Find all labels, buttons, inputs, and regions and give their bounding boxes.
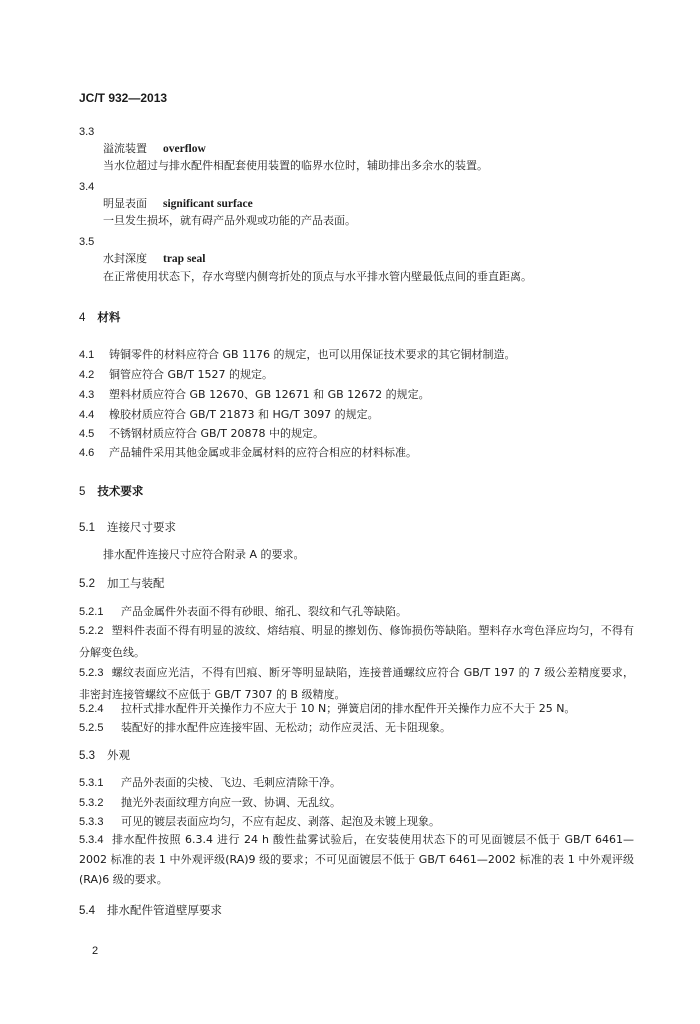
definition-text: 当水位超过与排水配件相配套使用装置的临界水位时，辅助排出多余水的装置。 bbox=[103, 159, 488, 172]
item-number: 5.2.3 bbox=[79, 667, 104, 679]
item-text: 拉杆式排水配件开关操作力不应大于 10 N；弹簧启闭的排水配件开关操作力应不大于 25 N。 bbox=[121, 702, 576, 715]
definition-term bbox=[103, 142, 206, 156]
list-item bbox=[79, 368, 273, 382]
section-heading bbox=[79, 310, 120, 325]
item-number: 5.2.2 bbox=[79, 625, 104, 637]
definition-text: 在正常使用状态下，存水弯壁内侧弯折处的顶点与水平排水管内壁最低点间的垂直距离。 bbox=[103, 270, 532, 283]
item-text: 排水配件按照 6.3.4 进行 24 h 酸性盐雾试验后，在安装使用状态下的可见面镀层不低于 GB/T 6461—2002 标准的表 1 中外观评级(RA)9 级的要求；不可见面镀层不低于 GB/T 6461—2002 标准的表 1 中外观评级(RA)6 级的要求。 bbox=[79, 833, 634, 886]
item-text: 产品外表面的尖棱、飞边、毛刺应清除干净。 bbox=[121, 776, 341, 789]
list-item bbox=[79, 776, 341, 790]
item-number: 4.5 bbox=[79, 428, 95, 440]
item-text: 橡胶材质应符合 GB/T 21873 和 HG/T 3097 的规定。 bbox=[109, 408, 379, 421]
item-text: 产品辅件采用其他金属或非金属材料的应符合相应的材料标准。 bbox=[109, 446, 417, 459]
definition-number: 3.4 bbox=[79, 181, 95, 193]
list-item bbox=[79, 702, 575, 716]
definition-term bbox=[103, 252, 205, 266]
term-cn: 溢流装置 bbox=[103, 142, 147, 155]
list-item bbox=[79, 408, 379, 422]
item-number: 4.1 bbox=[79, 349, 95, 361]
item-number: 4.2 bbox=[79, 369, 95, 381]
term-cn: 水封深度 bbox=[103, 252, 147, 265]
subsection-title: 连接尺寸要求 bbox=[107, 520, 176, 534]
subsection-number: 5.3 bbox=[79, 750, 95, 762]
section-title: 技术要求 bbox=[97, 484, 144, 498]
term-en: trap seal bbox=[163, 253, 206, 265]
page-number: 2 bbox=[92, 945, 99, 957]
subsection-title: 排水配件管道壁厚要求 bbox=[107, 903, 222, 917]
paragraph-item bbox=[79, 620, 634, 663]
subsection-title: 加工与装配 bbox=[107, 576, 165, 590]
subsection-heading bbox=[79, 903, 222, 918]
paragraph-item bbox=[79, 662, 634, 705]
definition-number: 3.3 bbox=[79, 126, 95, 138]
item-text: 塑料材质应符合 GB 12670、GB 12671 和 GB 12672 的规定。 bbox=[109, 388, 430, 401]
subsection-number: 5.1 bbox=[79, 522, 95, 534]
list-item bbox=[79, 796, 341, 810]
item-text: 铸铜零件的材料应符合 GB 1176 的规定，也可以用保证技术要求的其它铜材制造。 bbox=[109, 348, 516, 361]
definition-number: 3.5 bbox=[79, 236, 95, 248]
item-text: 可见的镀层表面应均匀，不应有起皮、剥落、起泡及未镀上现象。 bbox=[121, 815, 440, 828]
item-text: 产品金属件外表面不得有砂眼、缩孔、裂纹和气孔等缺陷。 bbox=[121, 605, 407, 618]
list-item bbox=[79, 348, 516, 362]
list-item bbox=[79, 815, 440, 829]
item-number: 4.3 bbox=[79, 389, 95, 401]
subsection-title: 外观 bbox=[107, 748, 130, 762]
subsection-heading bbox=[79, 748, 130, 763]
item-text: 装配好的排水配件应连接牢固、无松动；动作应灵活、无卡阻现象。 bbox=[121, 721, 451, 734]
section-number: 4 bbox=[79, 312, 86, 324]
term-cn: 明显表面 bbox=[103, 197, 147, 210]
subsection-heading bbox=[79, 520, 176, 535]
item-text: 抛光外表面纹理方向应一致、协调、无乱纹。 bbox=[121, 796, 341, 809]
section-title: 材料 bbox=[97, 310, 121, 324]
definition-term bbox=[103, 197, 253, 211]
section-heading bbox=[79, 484, 143, 499]
item-number: 4.6 bbox=[79, 447, 95, 459]
item-number: 5.3.1 bbox=[79, 777, 104, 789]
list-item bbox=[79, 446, 417, 460]
item-number: 5.3.2 bbox=[79, 797, 104, 809]
section-number: 5 bbox=[79, 486, 86, 498]
item-number: 5.3.3 bbox=[79, 816, 104, 828]
item-text: 螺纹表面应光洁，不得有凹痕、断牙等明显缺陷，连接普通螺纹应符合 GB/T 197 的 7 级公差精度要求，非密封连接管螺纹不应低于 GB/T 7307 的 B 级精度。 bbox=[79, 666, 634, 701]
standard-code: JC/T 932—2013 bbox=[79, 91, 168, 105]
list-item bbox=[79, 721, 451, 735]
item-number: 5.2.5 bbox=[79, 722, 104, 734]
item-text: 不锈钢材质应符合 GB/T 20878 中的规定。 bbox=[109, 427, 324, 440]
term-en: significant surface bbox=[163, 198, 253, 210]
term-en: overflow bbox=[163, 143, 206, 155]
list-item bbox=[79, 605, 407, 619]
paragraph: 排水配件连接尺寸应符合附录 A 的要求。 bbox=[103, 548, 305, 561]
paragraph-item bbox=[79, 830, 634, 890]
subsection-number: 5.4 bbox=[79, 905, 95, 917]
item-text: 塑料件表面不得有明显的波纹、熔结痕、明显的擦划伤、修饰损伤等缺陷。塑料存水弯色泽应均匀，不得有分解变色线。 bbox=[79, 624, 634, 659]
item-number: 5.3.4 bbox=[79, 834, 104, 846]
definition-text: 一旦发生损坏，就有碍产品外观或功能的产品表面。 bbox=[103, 214, 356, 227]
item-number: 5.2.4 bbox=[79, 703, 104, 715]
item-number: 5.2.1 bbox=[79, 606, 104, 618]
list-item bbox=[79, 388, 430, 402]
list-item bbox=[79, 427, 324, 441]
item-number: 4.4 bbox=[79, 409, 95, 421]
item-text: 铜管应符合 GB/T 1527 的规定。 bbox=[109, 368, 273, 381]
subsection-heading bbox=[79, 576, 165, 591]
subsection-number: 5.2 bbox=[79, 578, 95, 590]
